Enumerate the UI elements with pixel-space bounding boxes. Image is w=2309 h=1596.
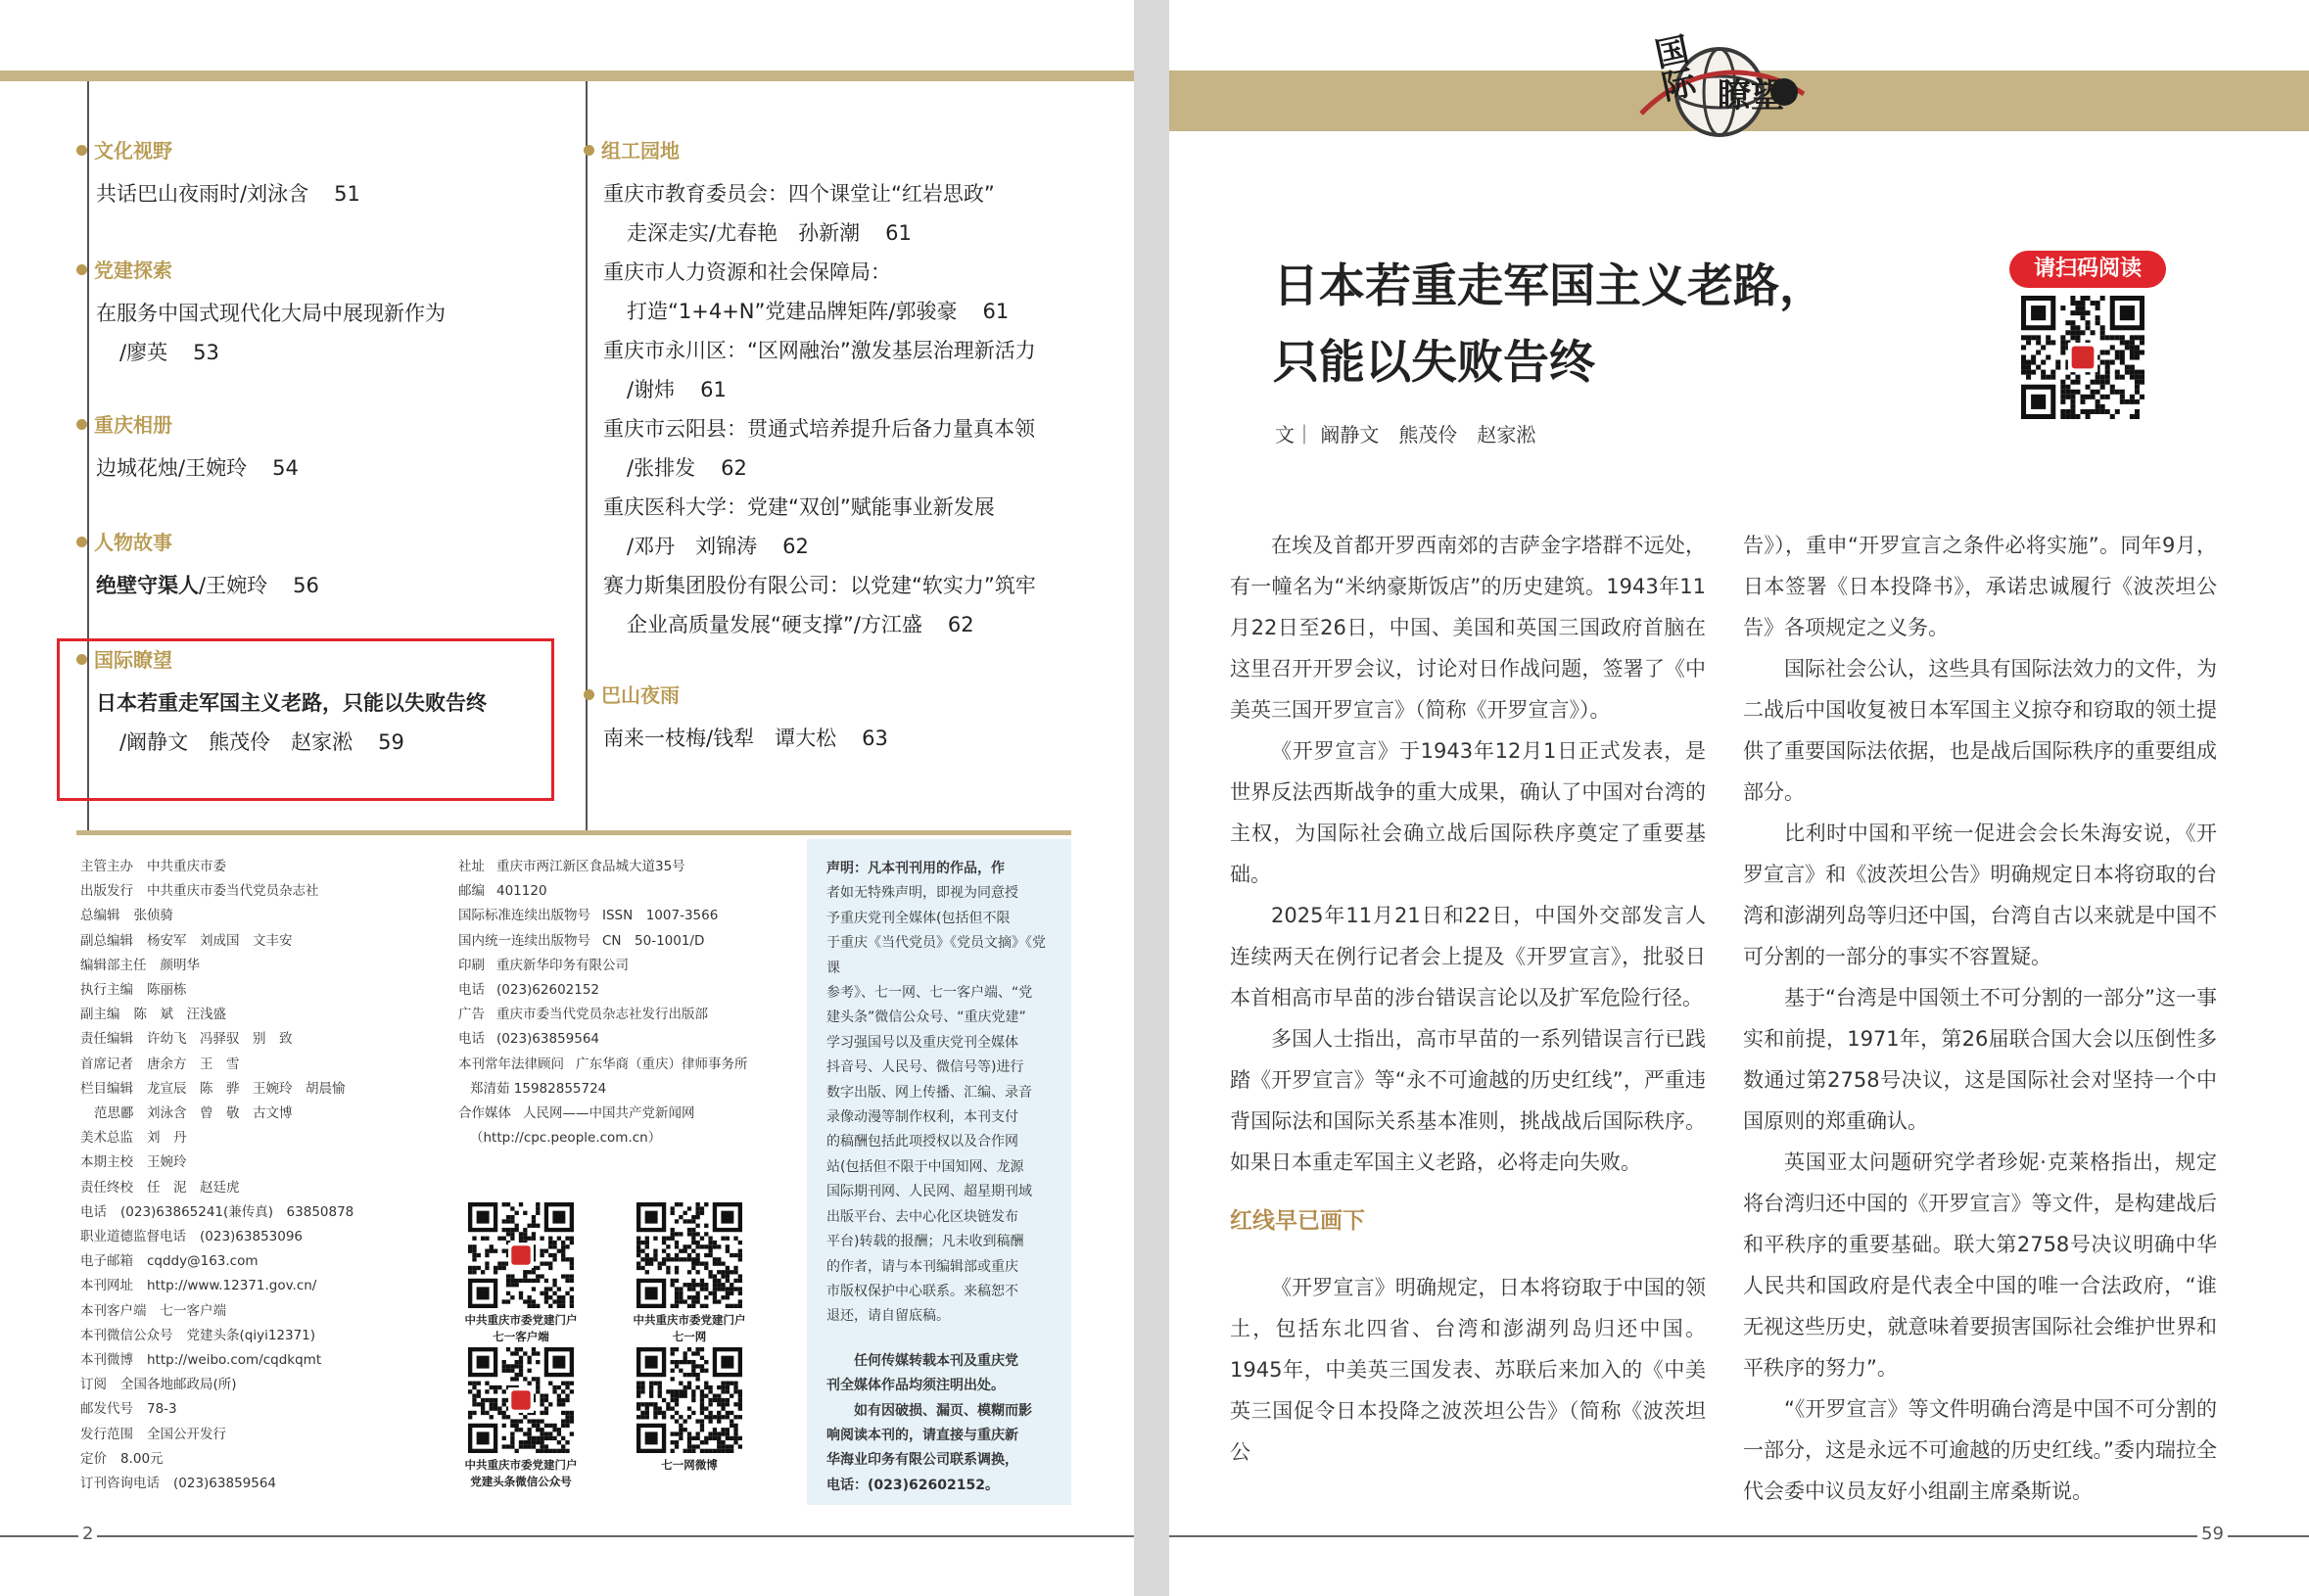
right-page: [1169, 0, 2309, 1596]
notice-line: 予重庆党刊全媒体(包括但不限: [826, 910, 1011, 926]
toc-entry[interactable]: [584, 213, 1036, 253]
toc-entry-text: 日本若重走军国主义老路，只能以失败告终: [96, 691, 487, 715]
toc-section: [76, 529, 319, 605]
notice-line: 的作者，请与本刊编辑部或重庆: [826, 1258, 1018, 1275]
toc-entry-text: 重庆市永川区：“区网融治”激发基层治理新活力: [603, 339, 1036, 362]
colophon-row: [458, 978, 748, 1003]
toc-entry-text: 走深走实/尤春艳 孙新潮: [627, 221, 861, 245]
article-paragraph: 《开罗宣言》明确规定，日本将窃取于中国的领土，包括东北四省、台湾和澎湖列岛归还中国。1945年，中美英三国发表、苏联后来加入的《中美英三国促令日本投降之波茨坦公告》（简称《波茨坦公: [1230, 1276, 1706, 1464]
colophon-label: 订阅: [80, 1377, 107, 1393]
toc-entry[interactable]: [584, 253, 1036, 292]
toc-entry-text: 南来一枝梅/钱犁 谭大松: [603, 727, 837, 750]
colophon-value: 王婉玲: [147, 1154, 187, 1171]
colophon-row: [458, 1077, 748, 1102]
toc-page-number: 54: [272, 456, 299, 480]
toc-section-title: 国际瞭望: [76, 646, 487, 674]
colophon-label: 印刷: [458, 957, 485, 973]
colophon-value: 78-3: [147, 1401, 177, 1418]
colophon-row: [80, 1447, 353, 1472]
logo-text-b: 瞭望: [1718, 76, 1784, 116]
qr-caption-line: 中共重庆市委党建门户: [464, 1313, 578, 1327]
colophon-label: 电子邮箱: [80, 1253, 133, 1270]
colophon-label: 社址: [458, 859, 485, 874]
toc-page-number: 53: [193, 341, 219, 364]
notice-bold-line: 电话：(023)62602152。: [826, 1477, 999, 1493]
page-number-left: 2: [78, 1524, 97, 1544]
colophon-value: 全国公开发行: [147, 1426, 226, 1442]
toc-entry[interactable]: [584, 370, 1036, 409]
notice-line: 退还，请自留底稿。: [826, 1308, 950, 1325]
colophon-value: 重庆新华印务有限公司: [496, 957, 629, 973]
notice-line: 建头条”微信公众号、“重庆党建”: [826, 1009, 1026, 1026]
notice-line: 国际期刊网、人民网、超星期刊域: [826, 1184, 1032, 1200]
article-title-line-1: 日本若重走军国主义老路，: [1273, 259, 1825, 313]
article-qr-code[interactable]: [2021, 296, 2144, 419]
colophon-row: [80, 1472, 353, 1496]
colophon-label: 邮发代号: [80, 1401, 133, 1418]
article-paragraph: 告》），重申“开罗宣言之条件必将实施”。同年9月，日本签署《日本投降书》，承诺忠诚履行《波茨坦公告》各项规定之义务。: [1743, 534, 2217, 639]
colophon-row: [80, 1324, 353, 1348]
toc-entry-text: 重庆医科大学：党建“双创”赋能事业新发展: [603, 495, 995, 519]
toc-entry[interactable]: [584, 527, 1036, 566]
colophon-value: 范思酈 刘泳含 曾 敬 古文博: [94, 1105, 293, 1122]
colophon-row: [80, 1027, 353, 1052]
notice-line: 声明：凡本刊刊用的作品，作: [826, 861, 1005, 876]
toc-section: [76, 137, 360, 213]
top-gold-band: [0, 70, 1134, 81]
article-paragraph: 基于“台湾是中国领土不可分割的一部分”这一事实和前提，1971年，第26届联合国大会以压倒性多数通过第2758号决议，这是国际社会对坚持一个中国原则的郑重确认。: [1743, 986, 2217, 1133]
colophon-value: 七一客户端: [160, 1302, 226, 1319]
toc-section: [76, 411, 299, 488]
colophon-label: 订刊咨询电话: [80, 1476, 160, 1492]
toc-section-title: 人物故事: [76, 529, 319, 556]
notice-line: 的稿酬包括此项授权以及合作网: [826, 1134, 1018, 1150]
colophon-row: [80, 1126, 353, 1150]
colophon-value: 8.00元: [120, 1450, 164, 1467]
colophon-row: [458, 929, 748, 954]
toc-entry-text: 赛力斯集团股份有限公司：以党建“软实力”筑牢: [603, 574, 1036, 597]
notice-bold-line: 任何传媒转载本刊及重庆党: [854, 1352, 1018, 1369]
qr-code[interactable]: [636, 1347, 742, 1453]
colophon-label: 美术总监: [80, 1130, 133, 1147]
toc-entry[interactable]: [584, 292, 1036, 331]
toc-entry[interactable]: [584, 566, 1036, 605]
colophon-value: http://www.12371.gov.cn/: [147, 1278, 317, 1294]
colophon-value: 人民网——中国共产党新闻网: [523, 1105, 695, 1122]
toc-entry[interactable]: [584, 331, 1036, 370]
colophon-row: [80, 1077, 353, 1102]
colophon-row: [458, 1003, 748, 1027]
toc-page-number: 51: [334, 182, 360, 206]
colophon-row: [80, 904, 353, 928]
colophon-value: 张侦骑: [133, 908, 173, 924]
colophon-label: 定价: [80, 1450, 107, 1467]
colophon-row: [80, 1053, 353, 1077]
article-paragraph: 多国人士指出，高市早苗的一系列错误言行已践踏《开罗宣言》等“永不可逾越的历史红线”，严重违背国际法和国际关系基本准则，挑战战后国际秩序。如果日本重走军国主义老路，必将走向失败。: [1230, 1027, 1706, 1174]
article-paragraph: 国际社会公认，这些具有国际法效力的文件，为二战后中国收复被日本军国主义掠夺和窃取的领土提供了重要国际法依据，也是战后国际秩序的重要组成部分。: [1743, 657, 2217, 804]
colophon-label: 副主编: [80, 1007, 120, 1023]
notice-line: 站(包括但不限于中国知网、龙源: [826, 1158, 1024, 1175]
article-paragraph: 英国亚太问题研究学者珍妮·克莱格指出，规定将台湾归还中国的《开罗宣言》等文件，是构建战后和平秩序的重要基础。联大第2758号决议明确中华人民共和国政府是代表全中国的唯一合法政府，“谁无视这些历史，就意味着要损害国际社会维护世界和平秩序的努力”。: [1743, 1150, 2217, 1380]
colophon-value: 全国各地邮政局(所): [120, 1377, 237, 1393]
notice-line: 于重庆《当代党员》《党员文摘》《党课: [826, 935, 1046, 976]
qr-code[interactable]: [468, 1202, 574, 1308]
toc-entry[interactable]: [76, 333, 446, 372]
notice-bold-line: 如有因破损、漏页、模糊而影: [854, 1402, 1032, 1419]
toc-section-title: 重庆相册: [76, 411, 299, 439]
colophon-label: 国内统一连续出版物号: [458, 932, 590, 949]
toc-entry[interactable]: [584, 409, 1036, 448]
toc-page-number: 62: [947, 613, 974, 636]
bottom-rule-right: [1169, 1535, 2309, 1537]
colophon-row: [80, 1348, 353, 1373]
article-paragraph: 在埃及首都开罗西南郊的吉萨金字塔群不远处，有一幢名为“米纳豪斯饭店”的历史建筑。1943年11月22日至26日，中国、美国和英国三国政府首脑在这里召开开罗会议，讨论对日作战问题，签署了《中美英三国开罗宣言》（简称《开罗宣言》）。: [1230, 534, 1706, 722]
colophon-value: 党建头条(qiyi12371): [186, 1327, 316, 1343]
qr-caption-line: 中共重庆市委党建门户: [464, 1458, 578, 1472]
column-logo: [1622, 23, 1817, 151]
qr-caption: [606, 1457, 773, 1474]
colophon-row: [80, 1397, 353, 1422]
colophon-value: 颜明华: [160, 957, 200, 973]
scan-to-read-badge: 请扫码阅读: [2009, 251, 2166, 288]
colophon-label: 国际标准连续出版物号: [458, 908, 590, 924]
colophon-value: (023)62602152: [496, 982, 600, 999]
colophon-value: 广东华商（重庆）律师事务所: [576, 1056, 748, 1072]
colophon-label: 执行主编: [80, 982, 133, 999]
article-paragraph: 比利时中国和平统一促进会会长朱海安说，《开罗宣言》和《波茨坦公告》明确规定日本将窃取的台湾和澎湖列岛等归还中国，台湾自古以来就是中国不可分割的一部分的事实不容置疑。: [1743, 821, 2217, 968]
colophon-value: http://weibo.com/cqdkqmt: [147, 1352, 322, 1369]
colophon-label: 电话: [80, 1203, 107, 1220]
article-paragraph: 《开罗宣言》于1943年12月1日正式发表，是世界反法西斯战争的重大成果，确认了中国对台湾的主权，为国际社会确立战后国际秩序奠定了重要基础。: [1230, 739, 1706, 886]
colophon-row: [80, 929, 353, 954]
article-paragraph: 2025年11月21日和22日，中国外交部发言人连续两天在例行记者会上提及《开罗宣言》，批驳日本首相高市早苗的涉台错误言论以及扩军危险行径。: [1230, 904, 1706, 1009]
toc-entry[interactable]: [584, 605, 1036, 644]
colophon-label: 栏目编辑: [80, 1080, 133, 1097]
notice-line: 出版平台、去中心化区块链发布: [826, 1208, 1018, 1225]
toc-entry-text: 重庆市教育委员会：四个课堂让“红岩思政”: [603, 182, 995, 206]
colophon-label: 出版发行: [80, 883, 133, 900]
colophon-label: 责任终校: [80, 1179, 133, 1196]
toc-page-number: 62: [721, 456, 747, 480]
notice-line: 抖音号、人民号、微信号等)进行: [826, 1059, 1024, 1076]
colophon-value: 中共重庆市委当代党员杂志社: [147, 883, 319, 900]
toc-entry-text: 打造“1+4+N”党建品牌矩阵/郭骏豪: [627, 300, 958, 323]
toc-entry[interactable]: [584, 448, 1036, 488]
colophon-row: [80, 1274, 353, 1298]
toc-entry-text: /廖英: [119, 341, 168, 364]
colophon-value: （http://cpc.people.com.cn）: [470, 1130, 662, 1147]
toc-entry-text: 重庆市云阳县：贯通式培养提升后备力量真本领: [603, 417, 1035, 441]
colophon-label: 邮编: [458, 883, 485, 900]
notice-bold-line: 刊全媒体作品均须注明出处。: [826, 1378, 1005, 1394]
colophon-value: 许幼飞 冯驿驭 别 致: [147, 1031, 293, 1048]
colophon-row: [458, 1126, 748, 1150]
colophon-value: 陈 斌 汪浅盛: [133, 1007, 226, 1023]
page-number-right: 59: [2197, 1524, 2228, 1544]
left-page: [0, 0, 1134, 1596]
toc-entry-text: 企业高质量发展“硬支撑”/方江盛: [627, 613, 922, 636]
colophon-value: 重庆市委当代党员杂志社发行出版部: [496, 1007, 708, 1023]
qr-caption-line: 七一客户端: [493, 1330, 549, 1343]
colophon-label: 合作媒体: [458, 1105, 511, 1122]
notice-line: 数字出版、网上传播、汇编、录音: [826, 1084, 1032, 1101]
colophon-row: [80, 1423, 353, 1447]
colophon-row: [458, 855, 748, 879]
toc-entry-author: /王婉玲: [199, 574, 268, 597]
toc-page-number: 61: [700, 378, 727, 401]
notice-line: 市版权保护中心联系。来稿恕不: [826, 1283, 1018, 1299]
article-paragraph: “《开罗宣言》等文件明确台湾是中国不可分割的一部分，这是永远不可逾越的历史红线。”委内瑞拉全代会委中议员友好小组副主席桑斯说。: [1743, 1397, 2217, 1503]
colophon-label: 总编辑: [80, 908, 120, 924]
colophon-row: [458, 1102, 748, 1126]
colophon-value: 龙宣辰 陈 骅 王婉玲 胡晨愉: [147, 1080, 346, 1097]
notice-spacer: [826, 1330, 1058, 1349]
qr-caption: [438, 1457, 604, 1490]
toc-entry[interactable]: [584, 174, 1036, 213]
qr-caption-line: 七一网微博: [661, 1458, 718, 1472]
colophon-label: 副总编辑: [80, 932, 133, 949]
colophon-value: 刘 丹: [147, 1130, 187, 1147]
qr-caption: [606, 1312, 773, 1345]
colophon-value: 重庆市两江新区食品城大道35号: [496, 859, 685, 874]
colophon-row: [80, 1225, 353, 1249]
colophon-label: 本期主校: [80, 1154, 133, 1171]
qr-caption-line: 七一网: [672, 1330, 707, 1343]
qr-caption-line: 中共重庆市委党建门户: [633, 1313, 746, 1327]
colophon-label: 本刊微信公众号: [80, 1327, 173, 1343]
toc-entry-text: /谢炜: [627, 378, 676, 401]
colophon-value: 陈丽栋: [147, 982, 187, 999]
colophon-label: 责任编辑: [80, 1031, 133, 1048]
qr-caption: [438, 1312, 604, 1345]
colophon-label: 本刊客户端: [80, 1302, 147, 1319]
toc-entry[interactable]: [76, 174, 360, 213]
colophon-label: 主管主办: [80, 859, 133, 874]
colophon-row: [458, 879, 748, 904]
colophon-value: (023)63859564: [173, 1476, 277, 1492]
colophon-label: 首席记者: [80, 1056, 133, 1072]
toc-page-number: 61: [982, 300, 1010, 323]
toc-entry-text: /邓丹 刘锦涛: [627, 535, 758, 558]
article-column-1: [1230, 525, 1706, 1473]
colophon-label: 编辑部主任: [80, 957, 147, 973]
toc-page-number: 63: [862, 727, 888, 750]
colophon-value: (023)63865241(兼传真) 63850878: [120, 1203, 354, 1220]
toc-entry[interactable]: [584, 719, 888, 758]
article-title-line-2: 只能以失败告终: [1273, 336, 1595, 390]
byline: 文｜ 阚静文 熊茂伶 赵家淞: [1275, 423, 1536, 446]
colophon-publication-info: [458, 855, 748, 1150]
colophon-value: 郑清茹 15982855724: [470, 1080, 607, 1097]
colophon-row: [80, 1150, 353, 1175]
toc-entry[interactable]: [76, 294, 446, 333]
colophon-label: 本刊微博: [80, 1352, 133, 1369]
notice-bold-line: 华海业印务有限公司联系调换，: [826, 1452, 1018, 1469]
bottom-rule-left: [0, 1535, 1134, 1537]
colophon-row: [80, 954, 353, 978]
colophon-label: 电话: [458, 982, 485, 999]
colophon-value: 中共重庆市委: [147, 859, 226, 874]
notice-line: 参考》、七一网、七一客户端、“党: [826, 985, 1033, 1002]
colophon-value: 唐余方 王 雪: [147, 1056, 240, 1072]
colophon-row: [458, 1053, 748, 1077]
colophon-row: [458, 1027, 748, 1052]
colophon-row: [80, 879, 353, 904]
highlight-box: [57, 638, 554, 801]
colophon-row: [458, 954, 748, 978]
toc-entry-text: 共话巴山夜雨时/刘泳含: [96, 182, 309, 206]
qr-code[interactable]: [636, 1202, 742, 1308]
copyright-notice: [807, 839, 1071, 1505]
colophon-row: [80, 1299, 353, 1324]
colophon-value: (023)63853096: [200, 1229, 304, 1245]
qr-caption-line: 党建头条微信公众号: [470, 1475, 572, 1488]
notice-bold-line: 响阅读本刊的，请直接与重庆新: [826, 1427, 1018, 1443]
toc-page-number: 59: [378, 730, 404, 754]
colophon-label: 广告: [458, 1007, 485, 1023]
colophon-value: ISSN 1007-3566: [602, 908, 719, 924]
toc-entry[interactable]: [76, 448, 299, 488]
notice-line: 录像动漫等制作权利，本刊支付: [826, 1109, 1018, 1126]
colophon-value: 401120: [496, 883, 547, 900]
toc-page-number: 56: [293, 574, 319, 597]
toc-entry-text: /阚静文 熊茂伶 赵家淞: [119, 730, 353, 754]
toc-entry[interactable]: [584, 488, 1036, 527]
colophon-staff-list: [80, 855, 353, 1496]
toc-entry-text: /张排发: [627, 456, 696, 480]
qr-code[interactable]: [468, 1347, 574, 1453]
notice-line: 学习强国号以及重庆党刊全媒体: [826, 1034, 1018, 1051]
colophon-row: [80, 1003, 353, 1027]
colophon-value: 杨安军 刘成国 文丰安: [147, 932, 293, 949]
colophon-gold-band: [76, 830, 1071, 835]
toc-entry-text: 边城花烛/王婉玲: [96, 456, 248, 480]
toc-entry[interactable]: [76, 566, 319, 605]
toc-section-title: 文化视野: [76, 137, 360, 164]
toc-section: [584, 137, 1036, 644]
colophon-row: [80, 1249, 353, 1274]
article-column-2: [1743, 525, 2217, 1512]
colophon-label: 电话: [458, 1031, 485, 1048]
toc-entry-bold-title: 绝壁守渠人: [96, 574, 199, 597]
article-subheading: 红线早已画下: [1230, 1207, 1365, 1234]
notice-line: 平台)转载的报酬；凡未收到稿酬: [826, 1234, 1024, 1250]
toc-page-number: 61: [885, 221, 912, 245]
colophon-row: [80, 1102, 353, 1126]
colophon-row: [80, 855, 353, 879]
colophon-value: (023)63859564: [496, 1031, 600, 1048]
toc-section-title: 巴山夜雨: [584, 681, 888, 709]
colophon-label: 发行范围: [80, 1426, 133, 1442]
colophon-row: [80, 978, 353, 1003]
toc-section: [584, 681, 888, 758]
toc-section-title: 组工园地: [584, 137, 1036, 164]
colophon-row: [80, 1373, 353, 1397]
toc-entry-text: 在服务中国式现代化大局中展现新作为: [96, 302, 446, 325]
colophon-value: cqddy@163.com: [147, 1253, 259, 1270]
toc-section-title: 党建探索: [76, 257, 446, 284]
colophon-label: 职业道德监督电话: [80, 1229, 186, 1245]
toc-entry-text: 重庆市人力资源和社会保障局：: [603, 260, 891, 284]
colophon-value: 任 泥 赵廷虎: [147, 1179, 240, 1196]
colophon-label: 本刊常年法律顾问: [458, 1056, 564, 1072]
logo-text-a: 国际: [1651, 29, 1700, 109]
toc-section: [76, 257, 446, 372]
toc-page-number: 62: [782, 535, 809, 558]
colophon-value: CN 50-1001/D: [602, 932, 705, 949]
colophon-row: [80, 1176, 353, 1200]
colophon-row: [80, 1200, 353, 1225]
colophon-row: [458, 904, 748, 928]
notice-line: 者如无特殊声明，即视为同意授: [826, 885, 1018, 902]
colophon-label: 本刊网址: [80, 1278, 133, 1294]
